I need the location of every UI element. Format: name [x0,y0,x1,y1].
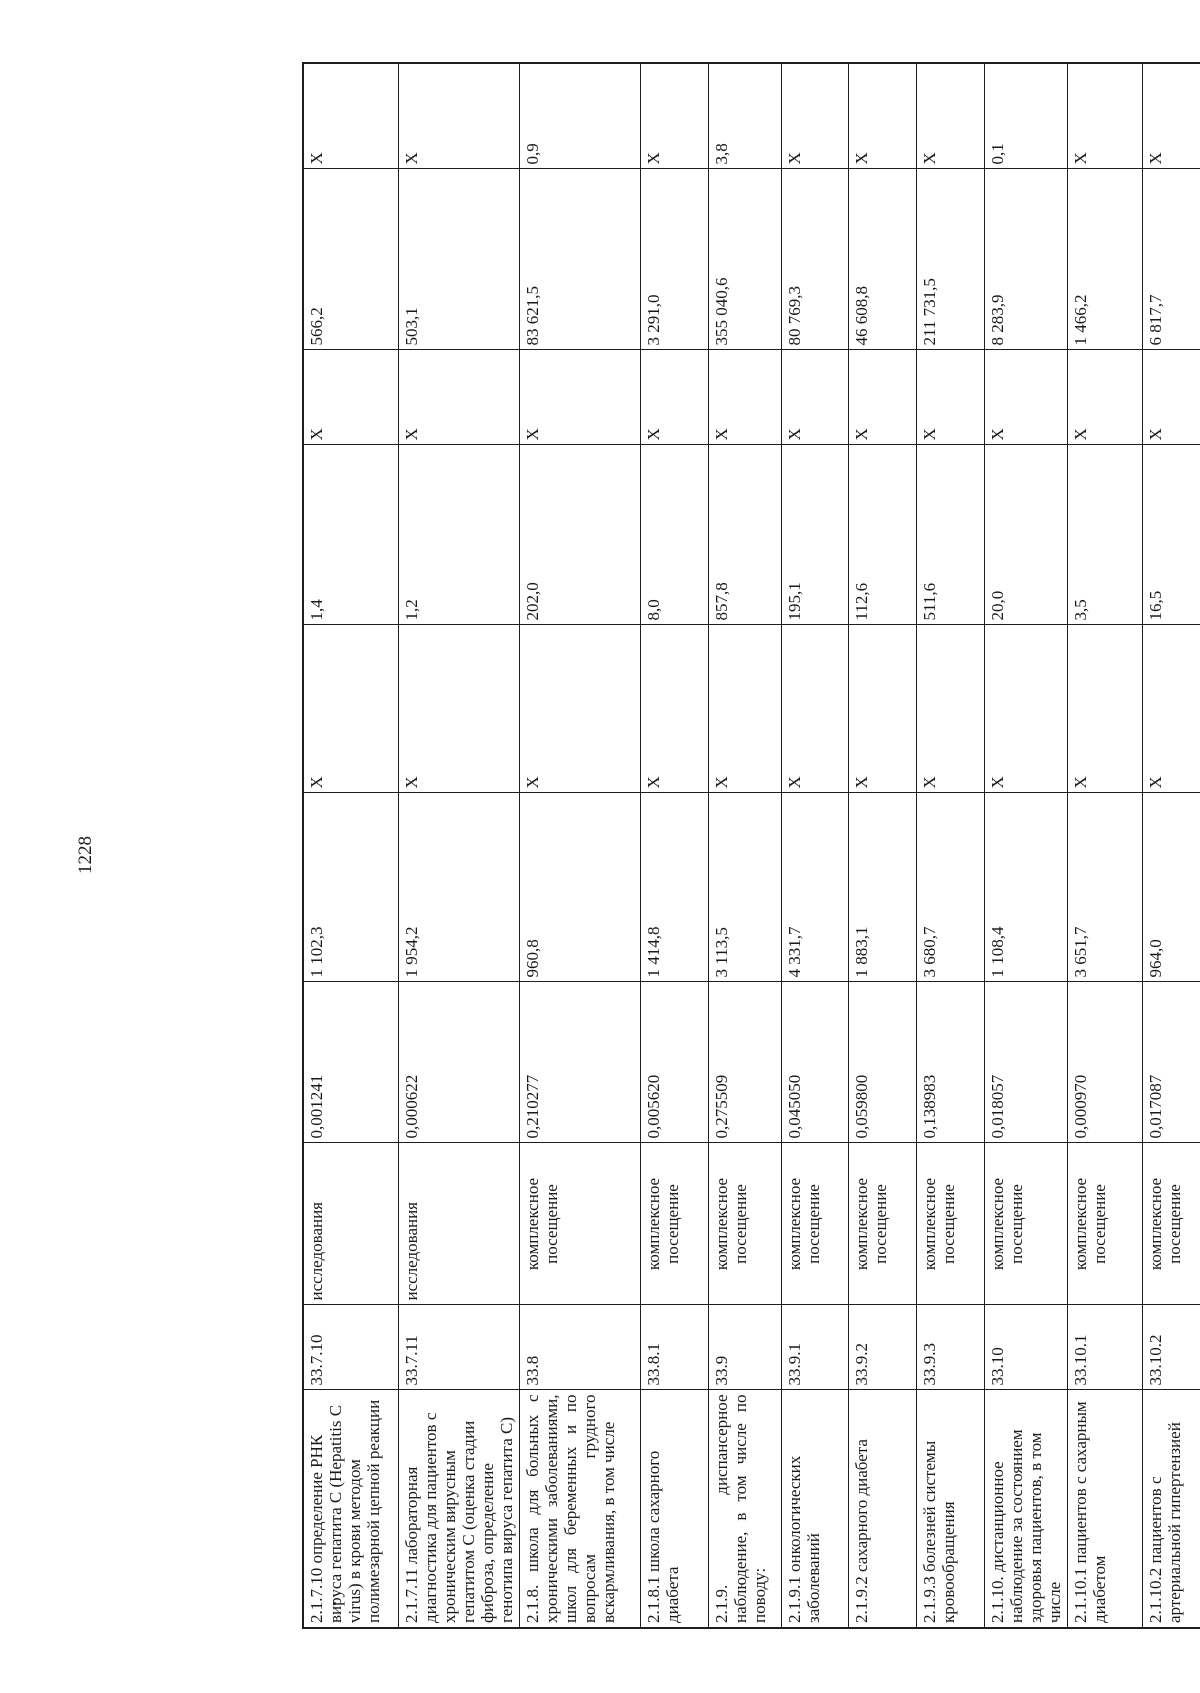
row-unit: комплексное посещение [917,1143,984,1305]
row-x-1: X [520,625,640,793]
row-x-2: X [520,350,640,445]
row-cost: 4 331,7 [782,793,849,982]
row-description: 2.1.7.11 лабораторная диагностика для пациентов с хроническим вирусным гепатитом С (оценка стадии фиброза, определение генотипа вируса гепатита С) [398,1390,519,1628]
row-cost: 1 102,3 [303,793,398,982]
row-code: 33.9.3 [917,1305,984,1390]
row-code: 33.7.10 [303,1305,398,1390]
row-cost: 964,0 [1143,793,1200,982]
row-unit: исследования [303,1143,398,1305]
row-description: 2.1.9.1 онкологических заболеваний [782,1390,849,1628]
row-x-2: X [1143,350,1200,445]
row-value-2: 8 283,9 [984,169,1067,350]
row-unit: исследования [398,1143,519,1305]
row-description: 2.1.9.3 болезней системы кровообращения [917,1390,984,1628]
table-row [708,63,781,1628]
row-cost: 1 414,8 [640,793,708,982]
row-value-3: X [1143,63,1200,169]
row-value-3: X [398,63,519,169]
row-value-2: 211 731,5 [917,169,984,350]
row-x-1: X [303,625,398,793]
row-description: 2.1.10.1 пациентов с сахарным диабетом [1067,1390,1142,1628]
row-code: 33.10.2 [1143,1305,1200,1390]
row-description: 2.1.9.2 сахарного диабета [849,1390,917,1628]
row-value-3: X [917,63,984,169]
row-norm: 0,017087 [1143,982,1200,1143]
row-value-1: 1,2 [398,445,519,625]
row-norm: 0,045050 [782,982,849,1143]
row-description: 2.1.8. школа для больных с хроническими заболеваниями, школ для беременных и по вопросам грудного вскармливания, в том числе [520,1390,640,1628]
row-value-2: 1 466,2 [1067,169,1142,350]
row-value-3: X [782,63,849,169]
row-value-3: X [640,63,708,169]
row-value-1: 195,1 [782,445,849,625]
table-row [782,63,849,1628]
row-description: 2.1.10. дистанционное наблюдение за состоянием здоровья пациентов, в том числе [984,1390,1067,1628]
row-value-1: 511,6 [917,445,984,625]
row-x-2: X [984,350,1067,445]
row-x-1: X [782,625,849,793]
row-norm: 0,018057 [984,982,1067,1143]
row-norm: 0,275509 [708,982,781,1143]
table-row [1143,63,1200,1628]
row-x-1: X [398,625,519,793]
tariff-table [302,62,1200,1629]
row-description: 2.1.9. диспансерное наблюдение, в том числе по поводу: [708,1390,781,1628]
row-value-2: 80 769,3 [782,169,849,350]
row-x-1: X [708,625,781,793]
row-code: 33.9.1 [782,1305,849,1390]
row-x-1: X [849,625,917,793]
row-value-2: 83 621,5 [520,169,640,350]
table-row [849,63,917,1628]
row-unit: комплексное посещение [782,1143,849,1305]
row-description: 2.1.10.2 пациентов с артериальной гипертензией [1143,1390,1200,1628]
row-code: 33.7.11 [398,1305,519,1390]
row-cost: 3 680,7 [917,793,984,982]
row-norm: 0,138983 [917,982,984,1143]
rotated-table-wrapper [302,64,1200,1629]
table-row [917,63,984,1628]
table-row [303,63,398,1628]
row-cost: 3 113,5 [708,793,781,982]
row-value-2: 566,2 [303,169,398,350]
row-description: 2.1.8.1 школа сахарного диабета [640,1390,708,1628]
row-value-3: 0,9 [520,63,640,169]
row-x-1: X [640,625,708,793]
row-x-2: X [1067,350,1142,445]
row-cost: 1 883,1 [849,793,917,982]
row-norm: 0,059800 [849,982,917,1143]
row-norm: 0,000970 [1067,982,1142,1143]
row-value-2: 503,1 [398,169,519,350]
row-value-2: 6 817,7 [1143,169,1200,350]
row-code: 33.8.1 [640,1305,708,1390]
row-unit: комплексное посещение [1143,1143,1200,1305]
row-x-2: X [782,350,849,445]
row-code: 33.8 [520,1305,640,1390]
row-x-2: X [640,350,708,445]
row-value-1: 8,0 [640,445,708,625]
table-row [520,63,640,1628]
row-norm: 0,000622 [398,982,519,1143]
page-number: 1228 [75,836,96,874]
row-value-1: 16,5 [1143,445,1200,625]
row-unit: комплексное посещение [640,1143,708,1305]
row-norm: 0,005620 [640,982,708,1143]
row-code: 33.9.2 [849,1305,917,1390]
row-cost: 3 651,7 [1067,793,1142,982]
row-code: 33.10.1 [1067,1305,1142,1390]
row-unit: комплексное посещение [984,1143,1067,1305]
row-norm: 0,210277 [520,982,640,1143]
table-row [984,63,1067,1628]
row-norm: 0,001241 [303,982,398,1143]
row-value-1: 20,0 [984,445,1067,625]
row-value-3: X [303,63,398,169]
row-value-3: X [849,63,917,169]
row-value-1: 112,6 [849,445,917,625]
row-x-2: X [917,350,984,445]
row-x-1: X [1067,625,1142,793]
row-x-2: X [708,350,781,445]
row-unit: комплексное посещение [1067,1143,1142,1305]
row-value-3: 3,8 [708,63,781,169]
row-unit: комплексное посещение [520,1143,640,1305]
row-value-2: 46 608,8 [849,169,917,350]
row-x-1: X [917,625,984,793]
row-x-2: X [303,350,398,445]
table-row [398,63,519,1628]
row-x-2: X [398,350,519,445]
row-cost: 960,8 [520,793,640,982]
row-value-1: 1,4 [303,445,398,625]
row-unit: комплексное посещение [849,1143,917,1305]
row-x-1: X [984,625,1067,793]
row-value-3: X [1067,63,1142,169]
row-code: 33.9 [708,1305,781,1390]
row-x-2: X [849,350,917,445]
row-value-1: 857,8 [708,445,781,625]
row-cost: 1 108,4 [984,793,1067,982]
row-x-1: X [1143,625,1200,793]
row-value-1: 202,0 [520,445,640,625]
row-value-2: 3 291,0 [640,169,708,350]
row-value-3: 0,1 [984,63,1067,169]
row-unit: комплексное посещение [708,1143,781,1305]
table-row [1067,63,1142,1628]
row-description: 2.1.7.10 определение РНК вируса гепатита С (Hepatitis C virus) в крови методом полимезарной цепной реакции [303,1390,398,1628]
row-code: 33.10 [984,1305,1067,1390]
table-row [640,63,708,1628]
row-cost: 1 954,2 [398,793,519,982]
row-value-2: 355 040,6 [708,169,781,350]
row-value-1: 3,5 [1067,445,1142,625]
